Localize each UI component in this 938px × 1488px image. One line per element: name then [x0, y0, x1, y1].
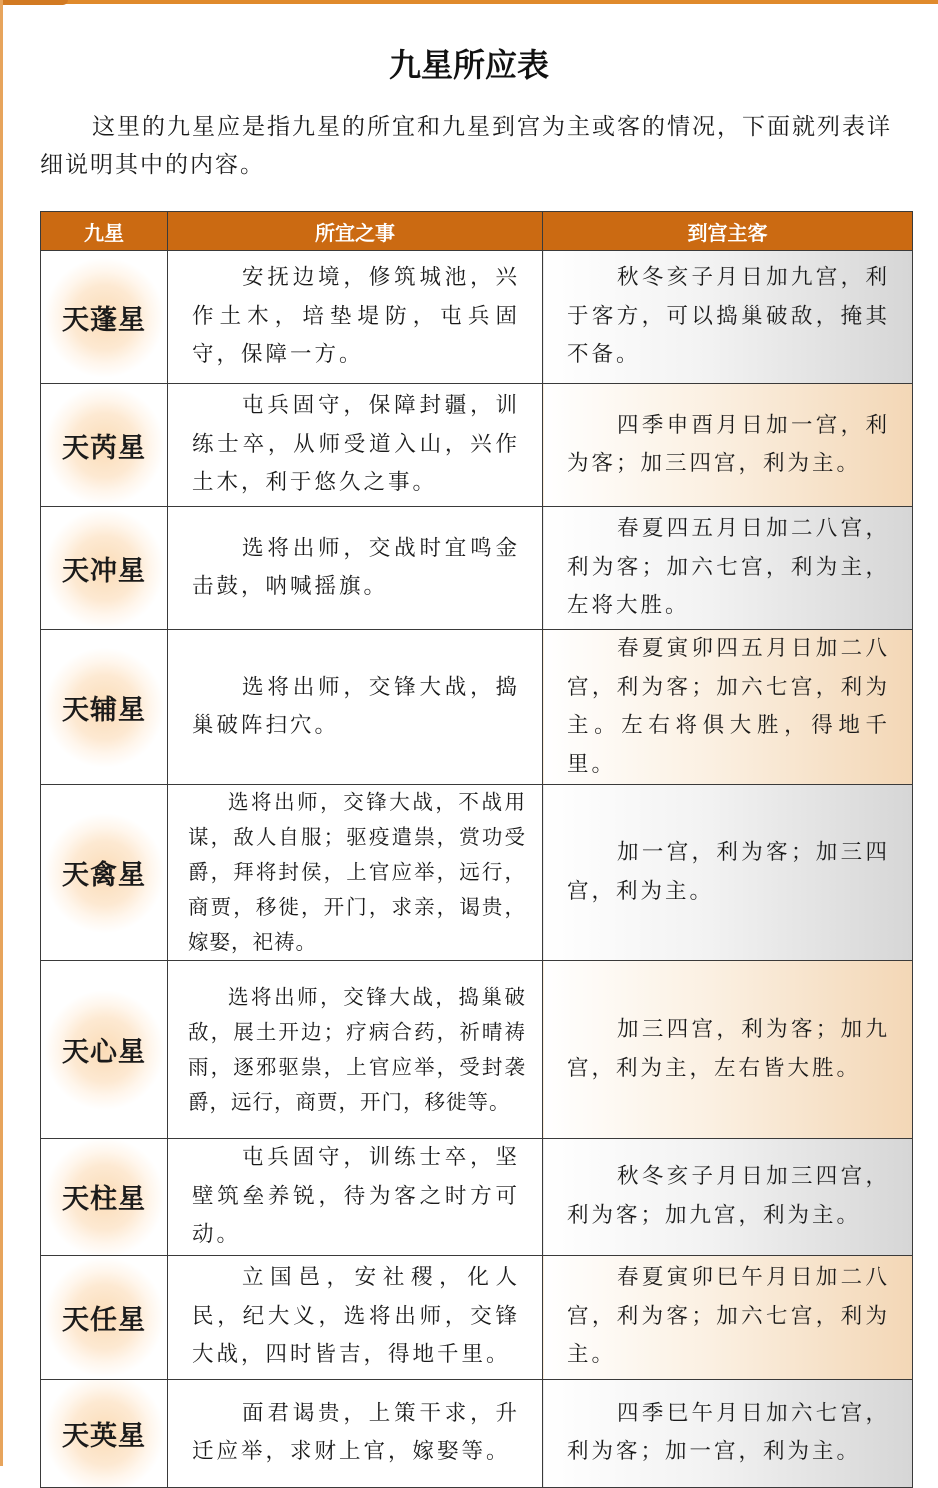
table-row: [41, 1139, 913, 1256]
arrival-text: 加一宫，利为客；加三四宫，利为主。: [567, 840, 890, 904]
duties-cell: [168, 785, 543, 961]
arrival-cell: [543, 785, 913, 961]
arrival-cell: [543, 630, 913, 785]
table-row: [41, 961, 913, 1139]
star-name: 天蓬星: [62, 304, 146, 336]
nine-star-table: [40, 211, 913, 1488]
star-cell: [41, 1379, 168, 1487]
arrival-text: 秋冬亥子月日加九宫，利于客方，可以捣巢破敌，掩其不备。: [567, 265, 890, 368]
duties-text: 立国邑，安社稷，化人民，纪大义，选将出师，交锋大战，四时皆吉，得地千里。: [192, 1265, 520, 1368]
duties-cell: [168, 630, 543, 785]
duties-cell: [168, 507, 543, 630]
duties-text: 选将出师，交锋大战，不战用谋，敌人自服；驱疫遣祟，赏功受爵，拜将封侯，上官应举，远行，商贾，移徙，开门，求亲，谒贵，嫁娶，祀祷。: [188, 790, 526, 954]
arrival-cell: [543, 1139, 913, 1256]
table-header-row: [41, 212, 913, 251]
star-cell: [41, 785, 168, 961]
column-header-duties: 所宜之事: [168, 212, 543, 251]
top-corner-tab: [0, 0, 68, 5]
arrival-text: 加三四宫，利为客；加九宫，利为主，左右皆大胜。: [567, 1017, 890, 1081]
duties-text: 选将出师，交锋大战，捣巢破敌，展土开边；疗病合药，祈晴祷雨，逐邪驱祟，上官应举，受封袭爵，远行，商贾，开门，移徙等。: [188, 984, 526, 1114]
arrival-cell: [543, 1379, 913, 1487]
table-row: [41, 384, 913, 507]
arrival-cell: [543, 384, 913, 507]
duties-cell: [168, 251, 543, 384]
star-name: 天任星: [62, 1304, 146, 1336]
table-row: [41, 1379, 913, 1487]
star-name: 天芮星: [62, 432, 146, 464]
arrival-cell: [543, 961, 913, 1139]
arrival-text: 四季巳午月日加六七宫，利为客；加一宫，利为主。: [567, 1400, 890, 1464]
star-name: 天心星: [62, 1037, 146, 1068]
star-name: 天辅星: [62, 694, 146, 726]
arrival-text: 春夏寅卯巳午月日加二八宫，利为客；加六七宫，利为主。: [567, 1265, 890, 1368]
star-cell: [41, 630, 168, 785]
star-cell: [41, 1139, 168, 1256]
star-name: 天英星: [62, 1420, 146, 1452]
star-name: 天禽星: [62, 860, 146, 891]
duties-cell: [168, 1255, 543, 1379]
arrival-cell: [543, 251, 913, 384]
star-cell: [41, 384, 168, 507]
top-accent-rule: [0, 0, 938, 4]
arrival-text: 四季申酉月日加一宫，利为客；加三四宫，利为主。: [567, 412, 890, 476]
table-row: [41, 630, 913, 785]
duties-text: 面君谒贵，上策干求，升迁应举，求财上官，嫁娶等。: [192, 1400, 520, 1464]
arrival-text: 春夏四五月日加二八宫，利为客；加六七宫，利为主，左将大胜。: [567, 516, 890, 619]
duties-cell: [168, 1139, 543, 1256]
column-header-arrival: 到宫主客: [543, 212, 913, 251]
duties-text: 屯兵固守，保障封疆，训练士卒，从师受道入山，兴作土木，利于悠久之事。: [192, 393, 520, 496]
arrival-cell: [543, 507, 913, 630]
page-title: 九星所应表: [388, 46, 549, 84]
duties-cell: [168, 1379, 543, 1487]
table-row: [41, 251, 913, 384]
table-row: [41, 785, 913, 961]
duties-cell: [168, 961, 543, 1139]
duties-text: 选将出师，交锋大战，捣巢破阵扫穴。: [192, 674, 520, 738]
arrival-text: 秋冬亥子月日加三四宫，利为客；加九宫，利为主。: [567, 1164, 890, 1228]
star-cell: [41, 507, 168, 630]
arrival-text: 春夏寅卯四五月日加二八宫，利为客；加六七宫，利为主。左右将俱大胜，得地千里。: [567, 636, 890, 777]
duties-text: 屯兵固守，训练士卒，坚壁筑垒养锐，待为客之时方可动。: [192, 1145, 520, 1247]
star-name: 天冲星: [62, 555, 146, 587]
duties-text: 选将出师，交战时宜鸣金击鼓，呐喊摇旗。: [192, 535, 520, 599]
column-header-star: 九星: [41, 212, 168, 251]
star-cell: [41, 1255, 168, 1379]
star-cell: [41, 961, 168, 1139]
star-cell: [41, 251, 168, 384]
duties-cell: [168, 384, 543, 507]
duties-text: 安抚边境，修筑城池，兴作土木，培垫堤防，屯兵固守，保障一方。: [192, 265, 520, 368]
intro-paragraph: 这里的九星应是指九星的所宜和九星到宫为主或客的情况，下面就列表详细说明其中的内容。: [40, 114, 892, 178]
table-row: [41, 1255, 913, 1379]
table-row: [41, 507, 913, 630]
left-accent-rule: [0, 0, 3, 1466]
arrival-cell: [543, 1255, 913, 1379]
star-name: 天柱星: [62, 1184, 146, 1216]
